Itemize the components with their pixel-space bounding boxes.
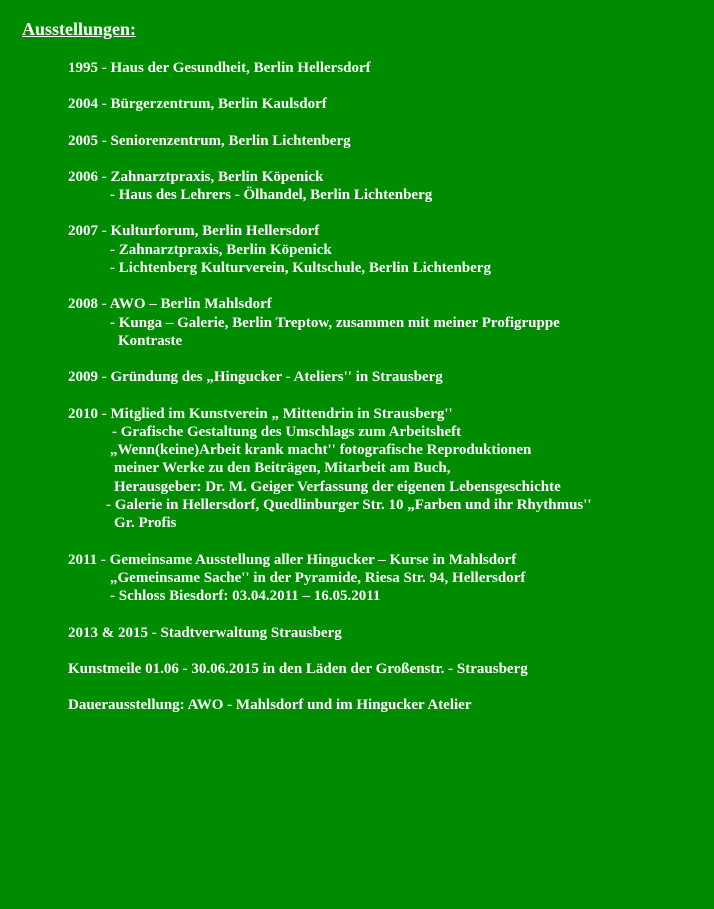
entry-line: „Wenn(keine)Arbeit krank macht'' fotografische Reproduktionen xyxy=(110,442,532,459)
exhibition-entry-2011 xyxy=(68,551,714,606)
exhibition-entry-kunstmeile xyxy=(68,660,714,678)
entry-line: - Schloss Biesdorf: 03.04.2011 – 16.05.2011 xyxy=(110,588,381,605)
exhibition-entry-2007 xyxy=(68,222,714,277)
entry-line: 2008 - AWO – Berlin Mahlsdorf xyxy=(68,296,272,313)
entry-line: 2006 - Zahnarztpraxis, Berlin Köpenick xyxy=(68,168,324,185)
exhibition-entry-1995 xyxy=(68,59,714,77)
exhibition-entry-permanent xyxy=(68,696,714,714)
exhibition-entry-2010 xyxy=(68,405,714,533)
exhibition-entry-2004 xyxy=(68,95,714,113)
entry-line: 2013 & 2015 - Stadtverwaltung Strausberg xyxy=(68,624,342,641)
entry-line: 2010 - Mitglied im Kunstverein „ Mittendrin in Strausberg'' xyxy=(68,405,453,422)
entry-line: Gr. Profis xyxy=(114,515,177,532)
entry-line: - Grafische Gestaltung des Umschlags zum Arbeitsheft xyxy=(112,423,462,440)
entry-line: - Lichtenberg Kulturverein, Kultschule, Berlin Lichtenberg xyxy=(110,260,491,277)
page-heading: Ausstellungen: xyxy=(22,19,137,39)
entry-line: - Haus des Lehrers - Ölhandel, Berlin Lichtenberg xyxy=(110,187,433,204)
entry-line: 2011 - Gemeinsame Ausstellung aller Hingucker – Kurse in Mahlsdorf xyxy=(68,551,517,568)
entry-line: Kunstmeile 01.06 - 30.06.2015 in den Läden der Großenstr. - Strausberg xyxy=(68,660,528,677)
entry-line: 2009 - Gründung des „Hingucker - Ateliers'' in Strausberg xyxy=(68,369,443,386)
entry-line: meiner Werke zu den Beiträgen, Mitarbeit am Buch, xyxy=(114,460,451,477)
entry-line: 1995 - Haus der Gesundheit, Berlin Hellersdorf xyxy=(68,60,371,76)
entry-line: 2007 - Kulturforum, Berlin Hellersdorf xyxy=(68,223,320,240)
exhibition-entry-2005 xyxy=(68,132,714,150)
entry-line: 2005 - Seniorenzentrum, Berlin Lichtenberg xyxy=(68,132,351,149)
entry-line: - Kunga – Galerie, Berlin Treptow, zusammen mit meiner Profigruppe xyxy=(110,314,560,331)
entry-line: „Gemeinsame Sache'' in der Pyramide, Riesa Str. 94, Hellersdorf xyxy=(110,569,526,586)
entry-line: - Zahnarztpraxis, Berlin Köpenick xyxy=(110,241,332,258)
exhibition-list xyxy=(68,59,714,732)
exhibition-entry-2013-2015 xyxy=(68,624,714,642)
entry-line: 2004 - Bürgerzentrum, Berlin Kaulsdorf xyxy=(68,96,327,113)
entry-line: Dauerausstellung: AWO - Mahlsdorf und im Hingucker Atelier xyxy=(68,697,472,714)
exhibition-entry-2009 xyxy=(68,368,714,386)
entry-line: Kontraste xyxy=(118,332,183,349)
exhibition-entry-2006 xyxy=(68,168,714,205)
entry-line: Herausgeber: Dr. M. Geiger Verfassung der eigenen Lebensgeschichte xyxy=(114,478,561,495)
exhibition-entry-2008 xyxy=(68,295,714,350)
entry-line: - Galerie in Hellersdorf, Quedlinburger Str. 10 „Farben und ihr Rhythmus'' xyxy=(106,497,592,514)
